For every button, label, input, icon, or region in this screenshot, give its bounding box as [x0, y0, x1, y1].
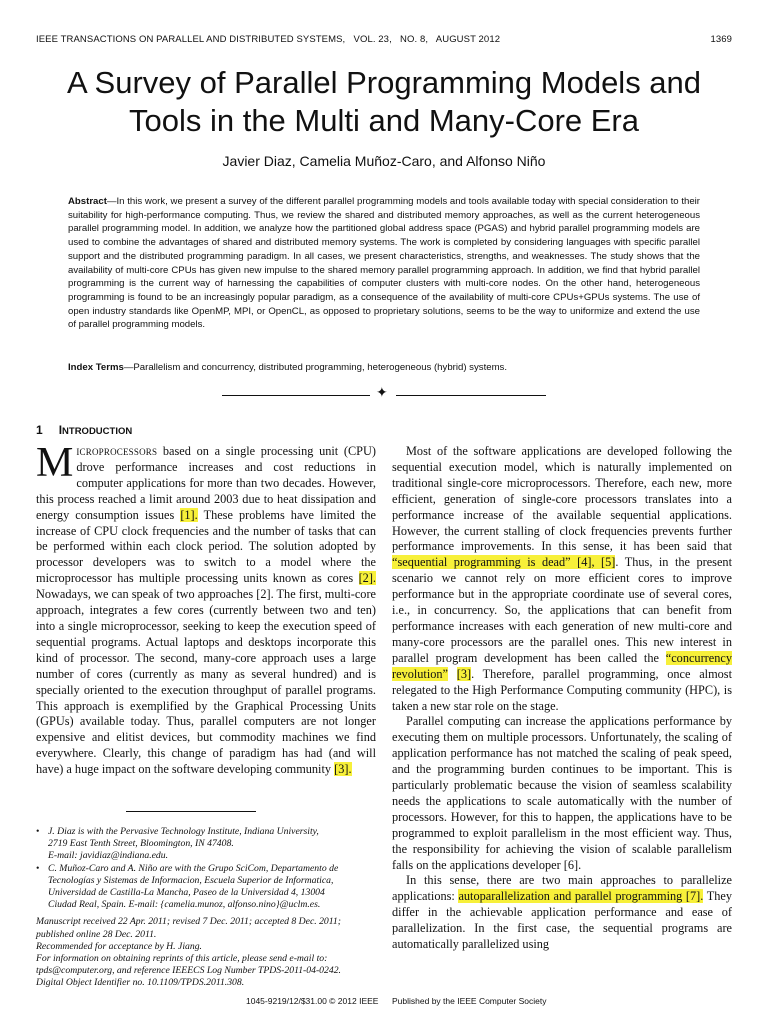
bullet-icon: • — [36, 862, 40, 874]
paragraph — [392, 873, 732, 953]
text-run: Most of the software applications are developed following the sequential execution model, which is naturally implemented on traditional single-core microprocessors. Therefore, each new, more efficient, generation of single-core processors translates into a performance increase of the available sequential applications. However, the current stalling of clock frequencies prevents further performance improvements. In this sense, it has been said that — [392, 444, 732, 554]
footnote-rule — [126, 811, 256, 812]
issue-date: AUGUST 2012 — [435, 34, 501, 45]
section-number: 1 — [36, 423, 43, 437]
text-run: These problems have limited the increase of CPU clock frequencies and the number of tasks that can be performed within each clock period. The solution adopted by processor developers was to switch to a model where the microprocessor has multiple processing units known as cores — [36, 507, 376, 586]
page-number: 1369 — [710, 34, 732, 45]
recommended-by: Recommended for acceptance by H. Jiang. — [36, 940, 202, 952]
journal-name: IEEE TRANSACTIONS ON PARALLEL AND DISTRIBUTED SYSTEMS, — [36, 34, 346, 45]
authors: Javier Diaz, Camelia Muñoz-Caro, and Alfonso Niño — [222, 153, 546, 169]
abstract-text: —In this work, we present a survey of the different parallel programming models and tools available today with special consideration to their suitability for high-performance computing. Thus, we review the shared and distributed memory approaches, as well as the current heterogeneous parallel programming model. In addition, we analyze how the partitioned global address space (PGAS) and hybrid parallel programming models are used to combine the advantages of shared and distributed memory systems. The work is completed by considering languages with specific parallel support and the distributed programming paradigm. In all cases, we present characteristics, strengths, and weaknesses. The study shows that the availability of multi-core CPUs has given new impulse to the shared memory parallel programming approach. In addition, we find that hybrid parallel programming is the current way of harnessing the capabilities of computer clusters with multi-core nodes. On the other hand, heterogeneous programming is found to be an increasingly popular paradigm, as a consequence of the availability of multi-core CPUs+GPUs systems. The use of open industry standards like OpenMP, MPI, or OpenCL, as opposed to proprietary solutions, seems to be the way to uniformize and extend the use of parallel programming models. — [68, 196, 700, 331]
doi: Digital Object Identifier no. 10.1109/TPDS.2011.308. — [36, 977, 245, 989]
text-run: In this sense, there are two main approaches to parallelize applications: — [392, 873, 732, 904]
index-terms-label: Index Terms — [68, 362, 124, 373]
divider-star-icon: ✦ — [376, 386, 388, 401]
issn-copyright: 1045-9219/12/$31.00 © 2012 IEEE — [246, 996, 379, 1006]
text-run: . Thus, in the present scenario we cannot rely on more efficient cores to improve performance but in the appropriate coordinate use of several cores, i.e., in concurrency. So, the applications that can benefit from performance increases with each generation of new multi-core and many-core processors are the parallel ones. This new interest in parallel program development has been called the — [392, 555, 732, 665]
divider-line-left — [222, 395, 370, 396]
reprints-info: For information on obtaining reprints of this article, please send e-mail to: tpds@computer.org, and reference IEEECS Log Number TPDS-2011-04-0242. — [36, 953, 341, 977]
highlight-quote: “sequential programming is dead” [4], [5] — [392, 555, 616, 570]
drop-cap: M — [36, 440, 74, 486]
footnote-line: Ciudad Real, Spain. E-mail: {camelia.munoz, alfonso.nino}@uclm.es. — [48, 899, 321, 911]
footnote-affiliation-2 — [36, 863, 376, 912]
intro-paragraph — [36, 440, 376, 778]
text-run: Nowadays, we can speak of two approaches [2]. The first, multi-core approach, integrates a few cores (currently between two and ten) into a single microprocessor, seeking to keep the execution speed of sequential programs. Actual laptops and desktops incorporate this kind of processor. The second, many-core approach uses a large number of cores (currently as many as several hundred) and is specially oriented to the execution throughput of parallel programs. This approach is exemplified by the Graphical Processing Units (GPUs) available today. Thus, parallel computers are not longer expensive and elitist devices, but commodity machines we find everywhere. Clearly, this change of paradigm has had (and will have) a huge impact on the software developing community — [36, 587, 376, 777]
issue-number: NO. 8, — [400, 34, 429, 45]
footnote-affiliation-1 — [36, 826, 376, 863]
index-terms-text: —Parallelism and concurrency, distributed programming, heterogeneous (hybrid) systems. — [123, 362, 508, 373]
footnote-line: E-mail: javidiaz@indiana.edu. — [48, 850, 169, 862]
footnote-line: Universidad de Castilla-La Mancha, Paseo de la Universidad 4, 13004 — [48, 887, 325, 899]
volume: VOL. 23, — [353, 34, 392, 45]
manuscript-received: Manuscript received 22 Apr. 2011; revised 7 Dec. 2011; accepted 8 Dec. 2011; published online 28 Dec. 2011. — [36, 916, 341, 940]
footnote-line: J. Diaz is with the Pervasive Technology Institute, Indiana University, — [48, 826, 319, 837]
highlight-citation: [2]. — [358, 571, 376, 586]
publisher: Published by the IEEE Computer Society — [392, 996, 547, 1006]
highlight-citation: [3]. — [334, 762, 352, 777]
highlight-citation: [3] — [456, 666, 472, 681]
highlight-citation: [1]. — [180, 507, 198, 522]
paragraph: Parallel computing can increase the applications performance by executing them on multiple processors. Unfortunately, the scaling of application performance has not matched the scaling of peak speed, and the programming burden continues to be important. This is particularly problematic because the vision of seamless scalability needs the applications to scale automatically with the number of processors. However, for this to happen, the applications have to be programmed to exploit parallelism in the most efficient way. Thus, the responsibility for achieving the vision of scalable parallelism falls on the applications developer [6]. — [392, 714, 732, 872]
paper-title: A Survey of Parallel Programming Models and Tools in the Multi and Many-Core Era — [66, 65, 702, 138]
bullet-icon: • — [36, 826, 40, 837]
small-caps-word: icroprocessors — [76, 444, 158, 458]
index-terms — [68, 362, 700, 373]
running-header — [36, 34, 732, 45]
divider-line-right — [396, 395, 546, 396]
footnotes — [36, 826, 376, 990]
column-left — [36, 440, 376, 778]
highlight-phrase: autoparallelization and parallel programming [7]. — [458, 889, 704, 904]
abstract-label: Abstract — [68, 196, 107, 207]
paragraph — [392, 444, 732, 714]
section-title-rest: NTRODUCTION — [62, 426, 133, 437]
abstract — [68, 195, 700, 332]
footnote-line: 2719 East Tenth Street, Bloomington, IN 47408. — [48, 838, 234, 850]
text-run: They differ in the achievable application performance and ease of parallelization. In the first case, the sequential programs are automatically parallelized using — [392, 889, 732, 952]
column-right — [392, 444, 732, 953]
footnote-line: Tecnologías y Sistemas de Informacion, Escuela Superior de Informatica, — [48, 874, 334, 886]
highlight-quote: “concurrency revolution” — [392, 650, 732, 681]
text-run: based on a single processing unit (CPU) drove performance increases and cost reductions in computer applications for more than two decades. However, this process reached a limit around 2003 due to heat dissipation and energy consumption issues — [36, 444, 376, 522]
text-run: . Therefore, parallel programming, once almost relegated to the High Performance Computing community (HPC), is taken a new star role on the stage. — [392, 666, 732, 713]
footnote-line: C. Muñoz-Caro and A. Niño are with the Grupo SciCom, Departamento de — [48, 862, 339, 874]
section-heading — [36, 423, 132, 437]
section-title-initial: I — [58, 423, 63, 437]
section-divider — [0, 386, 768, 403]
